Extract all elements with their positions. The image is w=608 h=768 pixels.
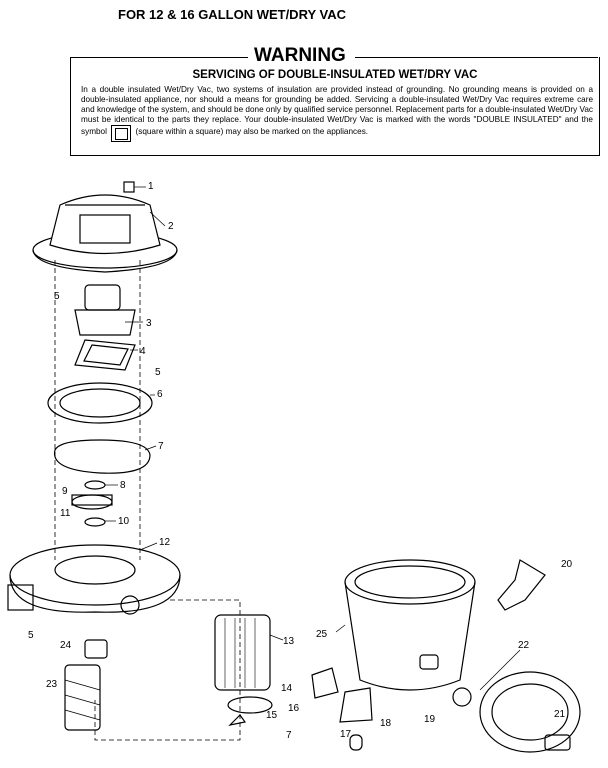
part-motor <box>75 285 135 335</box>
part-number-label: 13 <box>283 636 295 647</box>
part-seal <box>55 440 150 473</box>
part-number-label: 1 <box>148 181 154 192</box>
part-number-labels <box>28 181 573 741</box>
part-number-label: 23 <box>46 679 58 690</box>
part-number-label: 7 <box>158 441 164 452</box>
part-number-label: 5 <box>155 367 161 378</box>
part-number-label: 22 <box>518 640 530 651</box>
part-number-label: 8 <box>120 480 126 491</box>
leader-lines <box>105 187 520 690</box>
part-number-label: 5 <box>54 291 60 302</box>
warning-text: In a double insulated Wet/Dry Vac, two systems of insulation are provided instead of grounding. No grounding means is provided on a double-insulated appliance, nor should a means for grounding be added. Servicing a double-insulated Wet/Dry Vac requires extreme care and knowledge of the system, and should be done only by qualified service personnel. Replacement parts for a double-insulated Wet/Dry Vac must be identical to the parts they replace. Your double-insulated Wet/Dry Vac is marked with the words "DOUBLE INSULATED" and the symbol (square within a square) may also be marked on the appliances. <box>81 85 593 142</box>
part-filter-cage <box>65 665 100 730</box>
part-number-label: 10 <box>118 516 130 527</box>
part-number-label: 20 <box>561 559 573 570</box>
part-number-label: 2 <box>168 221 174 232</box>
part-lid <box>8 545 180 614</box>
part-number-label: 12 <box>159 537 171 548</box>
part-number-label: 18 <box>380 718 392 729</box>
warning-heading: WARNING <box>248 45 352 67</box>
part-number-label: 3 <box>146 318 152 329</box>
part-number-label: 16 <box>288 703 300 714</box>
part-number-label: 7 <box>286 730 292 741</box>
part-caster-cap <box>312 668 338 698</box>
diagram-title: FOR 12 & 16 GALLON WET/DRY VAC <box>118 7 347 22</box>
part-number-label: 6 <box>157 389 163 400</box>
part-caster-base <box>340 688 372 722</box>
part-drain-plug <box>453 688 471 706</box>
part-number-label: 19 <box>424 714 436 725</box>
part-cartridge-filter <box>215 615 270 690</box>
part-nut <box>230 715 245 725</box>
assembly-lines <box>55 260 240 740</box>
part-tank <box>345 560 475 690</box>
part-gasket <box>75 340 135 370</box>
part-switch <box>124 182 134 192</box>
part-number-label: 14 <box>281 683 293 694</box>
part-float-cage <box>85 640 107 658</box>
warning-subtitle: SERVICING OF DOUBLE-INSULATED WET/DRY VAC <box>192 69 478 81</box>
part-number-label: 11 <box>60 508 71 519</box>
part-number-label: 9 <box>62 486 68 497</box>
part-number-label: 24 <box>60 640 72 651</box>
part-number-label: 21 <box>554 709 566 720</box>
part-number-label: 17 <box>340 729 352 740</box>
part-number-label: 25 <box>316 629 328 640</box>
part-number-label: 5 <box>28 630 34 641</box>
part-nozzle <box>498 560 545 610</box>
part-number-label: 4 <box>140 346 146 357</box>
part-number-label: 15 <box>266 710 278 721</box>
part-caster <box>350 735 362 750</box>
